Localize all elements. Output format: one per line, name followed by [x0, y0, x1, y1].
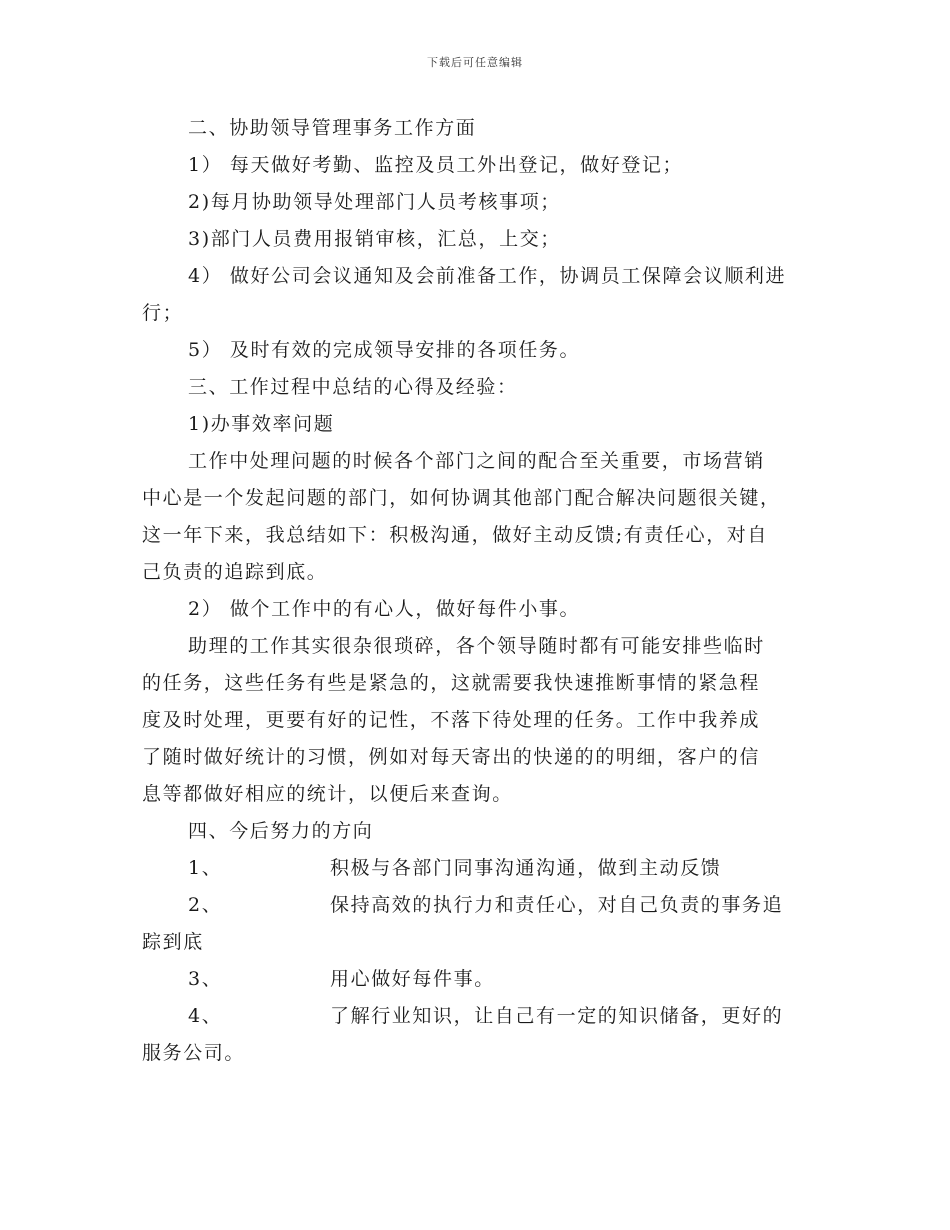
document-body: [142, 110, 808, 1072]
list-item-text: 积极与各部门同事沟通沟通，做到主动反馈: [330, 857, 722, 879]
section-heading: 三、工作过程中总结的心得及经验：: [188, 376, 518, 398]
list-item-number: 1、: [188, 857, 223, 879]
subheading: 2） 做个工作中的有心人，做好每件小事。: [188, 598, 581, 620]
list-item: [142, 961, 808, 998]
paragraph-line: 了随时做好统计的习惯，例如对每天寄出的快递的的明细，客户的信: [142, 746, 761, 768]
paragraph-line: 4） 做好公司会议通知及会前准备工作，协调员工保障会议顺利进: [188, 265, 787, 287]
paragraph-line: 2)每月协助领导处理部门人员考核事项；: [188, 191, 561, 213]
header-note: 下载后可任意编辑: [427, 56, 523, 69]
list-item: [142, 998, 808, 1035]
list-item-text: 保持高效的执行力和责任心，对自己负责的事务追: [330, 894, 784, 916]
paragraph-line: 的任务，这些任务有些是紧急的，这就需要我快速推断事情的紧急程: [142, 672, 761, 694]
paragraph-line: 行；: [142, 302, 184, 324]
paragraph-line: 中心是一个发起问题的部门，如何协调其他部门配合解决问题很关键，: [142, 487, 781, 509]
list-item-number: 2、: [188, 894, 223, 916]
paragraph-line: 这一年下来，我总结如下：积极沟通，做好主动反馈;有责任心，对自: [142, 524, 769, 546]
list-item-text: 用心做好每件事。: [330, 968, 495, 990]
paragraph-line: 助理的工作其实很杂很琐碎，各个领导随时都有可能安排些临时: [188, 635, 765, 657]
list-item: [142, 887, 808, 924]
subheading: 1)办事效率问题: [188, 413, 335, 435]
section-heading: 二、协助领导管理事务工作方面: [188, 117, 477, 139]
list-item: [142, 850, 808, 887]
list-item-continuation: 服务公司。: [142, 1042, 246, 1064]
list-item-text: 了解行业知识，让自己有一定的知识储备，更好的: [330, 1005, 784, 1027]
list-item-continuation: 踪到底: [142, 931, 204, 953]
paragraph-line: 3)部门人员费用报销审核，汇总，上交；: [188, 228, 561, 250]
paragraph-line: 度及时处理，更要有好的记性，不落下待处理的任务。工作中我养成: [142, 709, 761, 731]
paragraph-line: 息等都做好相应的统计，以便后来查询。: [142, 783, 513, 805]
list-item-number: 3、: [188, 968, 223, 990]
paragraph-line: 5） 及时有效的完成领导安排的各项任务。: [188, 339, 581, 361]
paragraph-line: 己负责的追踪到底。: [142, 561, 328, 583]
section-heading: 四、今后努力的方向: [188, 820, 374, 842]
list-item-number: 4、: [188, 1005, 223, 1027]
paragraph-line: 工作中处理问题的时候各个部门之间的配合至关重要，市场营销: [188, 450, 765, 472]
paragraph-line: 1） 每天做好考勤、监控及员工外出登记，做好登记；: [188, 154, 684, 176]
